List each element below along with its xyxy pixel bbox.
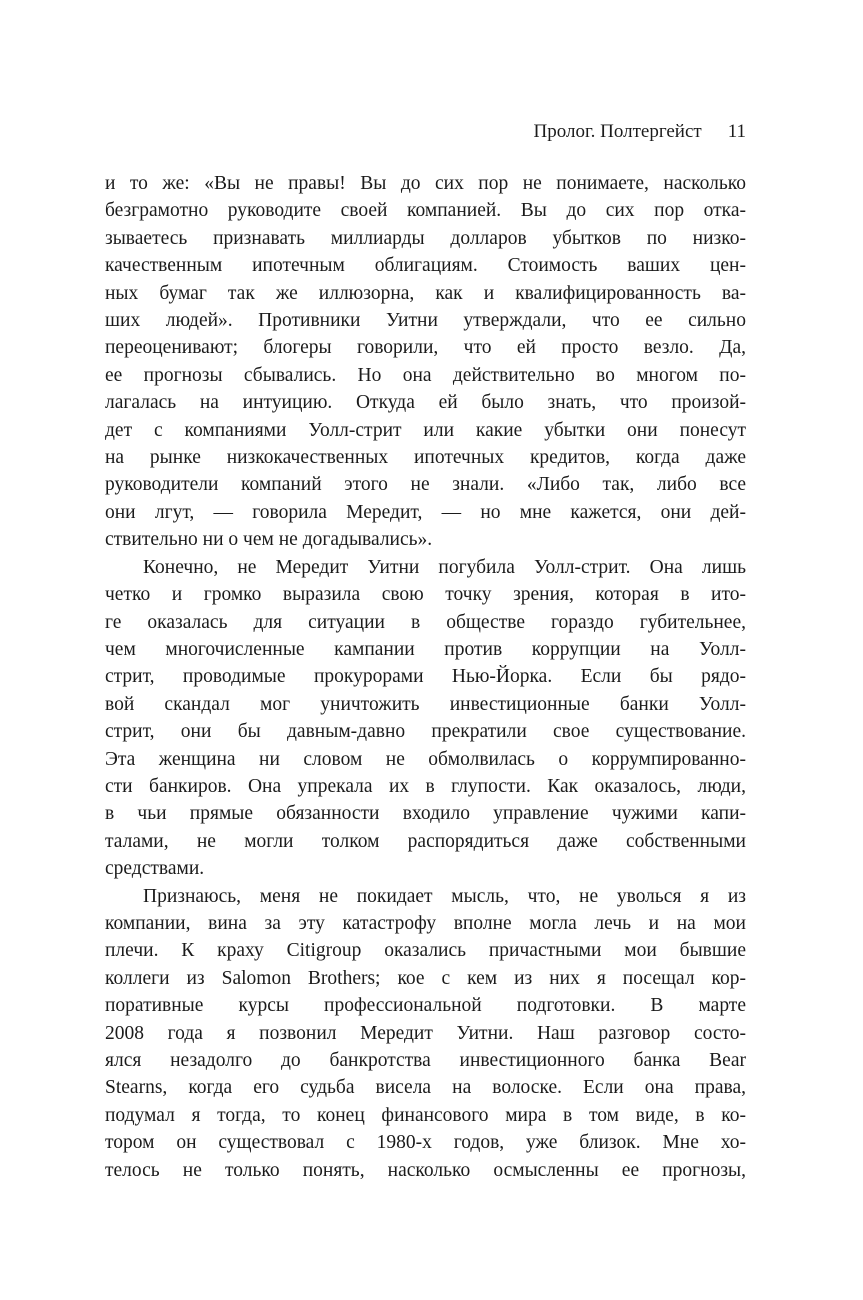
text-line: сти банкиров. Она упрекала их в глупости. Как оказалось, люди, — [105, 775, 746, 797]
text-line: в чьи прямые обязанности входило управление чужими капи- — [105, 803, 746, 825]
text-line: стрит, они бы давным-давно прекратили свое существование. — [105, 721, 746, 743]
text-line: четко и громко выразила свою точку зрения, которая в ито- — [105, 584, 746, 606]
running-title: Пролог. Полтергейст — [533, 121, 702, 142]
text-line: лагалась на интуицию. Откуда ей было знать, что произой- — [105, 392, 746, 414]
text-line: ствительно ни о чем не догадывались». — [105, 529, 433, 551]
paragraph — [105, 554, 746, 883]
text-line: ных бумаг так же иллюзорна, как и квалифицированность ва- — [105, 282, 746, 304]
paragraph — [105, 170, 746, 554]
text-line: плечи. К краху Citigroup оказались причастными мои бывшие — [105, 940, 746, 962]
text-line: средствами. — [105, 858, 205, 880]
page-number: 11 — [727, 121, 746, 142]
text-line: телось не только понять, насколько осмысленны ее прогнозы, — [105, 1159, 746, 1181]
running-header — [105, 122, 746, 141]
text-line: и то же: «Вы не правы! Вы до сих пор не понимаете, насколько — [105, 173, 746, 194]
text-line: коллеги из Salomon Brothers; кое с кем из них я посещал кор- — [105, 967, 746, 989]
text-line: 2008 года я позвонил Мередит Уитни. Наш разговор состо- — [105, 1022, 746, 1044]
body-text — [105, 170, 746, 1184]
text-line: безграмотно руководите своей компанией. Вы до сих пор отка- — [105, 200, 746, 222]
text-line: Эта женщина ни словом не обмолвилась о коррумпированно- — [105, 748, 746, 770]
text-line: ших людей». Противники Уитни утверждали, что ее сильно — [105, 310, 746, 332]
text-line: дет с компаниями Уолл-стрит или какие убытки они понесут — [105, 419, 746, 441]
text-line: чем многочисленные кампании против коррупции на Уолл- — [105, 638, 746, 660]
paragraph — [105, 883, 746, 1184]
text-line: ялся незадолго до банкротства инвестиционного банка Bear — [105, 1050, 746, 1071]
text-line: Признаюсь, меня не покидает мысль, что, не уволься я из — [143, 885, 746, 907]
text-line: переоценивают; блогеры говорили, что ей просто везло. Да, — [105, 337, 746, 359]
text-line: поративные курсы профессиональной подготовки. В марте — [105, 995, 746, 1017]
text-line: ее прогнозы сбывались. Но она действительно во многом по- — [105, 364, 746, 386]
text-line: вой скандал мог уничтожить инвестиционные банки Уолл- — [105, 693, 746, 715]
text-line: тором он существовал с 1980-х годов, уже близок. Мне хо- — [105, 1132, 746, 1154]
text-line: подумал я тогда, то конец финансового мира в том виде, в ко- — [105, 1104, 746, 1126]
text-line: талами, не могли толком распорядиться даже собственными — [105, 830, 746, 852]
text-line: ге оказалась для ситуации в обществе гораздо губительнее, — [105, 611, 746, 633]
text-line: компании, вина за эту катастрофу вполне могла лечь и на мои — [105, 912, 746, 934]
text-line: они лгут, — говорила Мередит, — но мне кажется, они дей- — [105, 501, 746, 523]
text-line: зываетесь признавать миллиарды долларов убытков по низко- — [105, 227, 746, 249]
text-line: Конечно, не Мередит Уитни погубила Уолл-стрит. Она лишь — [143, 556, 746, 578]
text-line: руководители компаний этого не знали. «Либо так, либо все — [105, 474, 746, 496]
text-line: Stearns, когда его судьба висела на волоске. Если она права, — [105, 1077, 746, 1099]
text-line: качественным ипотечным облигациям. Стоимость ваших цен- — [105, 255, 746, 277]
text-line: стрит, проводимые прокурорами Нью-Йорка. Если бы рядо- — [105, 666, 746, 688]
text-line: на рынке низкокачественных ипотечных кредитов, когда даже — [105, 447, 746, 469]
